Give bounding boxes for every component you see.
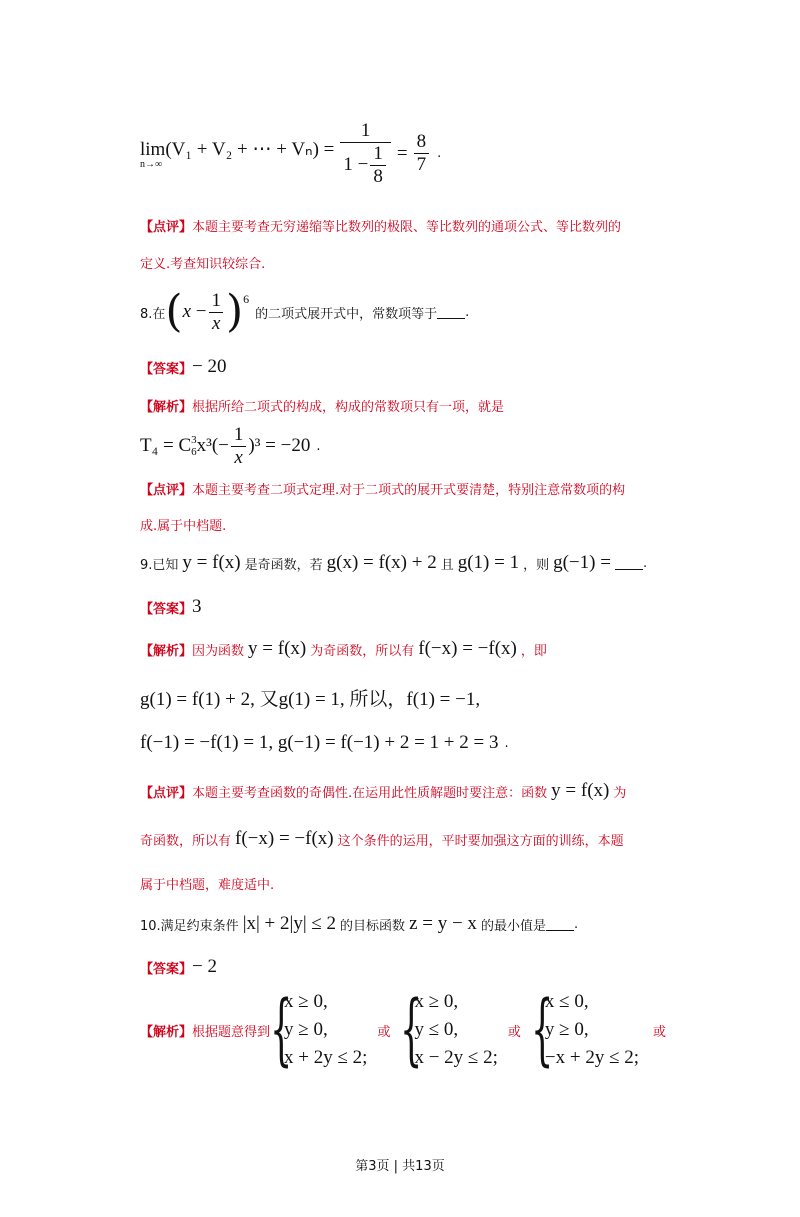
inequality-system-2: { x ≥ 0, y ≤ 0, x − 2y ≤ 2;	[400, 985, 498, 1075]
question-text: ，则	[523, 557, 550, 573]
math-expression: f(−1) = −f(1) = 1, g(−1) = f(−1) + 2 = 1 + 2 = 3	[140, 732, 499, 753]
q7-limit-formula	[140, 120, 441, 188]
q10-question	[140, 913, 578, 935]
comment-text: 奇函数，所以有	[140, 833, 232, 849]
solution-text: 根据题意得到	[192, 1024, 271, 1040]
question-text: 是奇函数，若	[244, 557, 323, 573]
inequality-row: x ≤ 0,	[544, 991, 589, 1012]
question-text: 的目标函数	[340, 918, 406, 934]
answer-value: − 20	[192, 356, 227, 377]
math-expression: f(−x) = −f(x)	[418, 638, 517, 659]
math-expression: z = y − x	[409, 913, 477, 934]
inequality-system-3: { x ≤ 0, y ≥ 0, −x + 2y ≤ 2;	[530, 985, 640, 1075]
answer-tag: 【答案】	[140, 361, 193, 377]
q8-solution-line1	[140, 396, 504, 415]
page-footer: 第3页 | 共13页	[355, 1159, 445, 1174]
solution-tag: 【解析】	[140, 643, 193, 659]
inequality-row: −x + 2y ≤ 2;	[544, 1047, 640, 1068]
right-paren: )	[225, 286, 244, 338]
q8-comment-line2: 成.属于中档题.	[140, 519, 227, 534]
equals-sign: =	[396, 142, 408, 164]
q8-question	[140, 286, 470, 338]
q9-comment-line3: 属于中档题，难度适中.	[140, 878, 275, 893]
question-number: 9.已知	[140, 557, 179, 573]
math-expression: y = f(x)	[551, 780, 610, 801]
q9-solution-line2: g(1) = f(1) + 2, 又g(1) = 1, 所以，f(1) = −1,	[140, 689, 481, 710]
answer-blank	[546, 918, 574, 931]
math-expression: g(x) = f(x) + 2	[326, 552, 437, 573]
formula-period: .	[437, 146, 442, 162]
fraction-denominator: x	[234, 446, 243, 468]
limit-subscript: n→∞	[140, 158, 163, 170]
q8-answer	[140, 356, 226, 378]
math-expression: |x| + 2|y| ≤ 2	[242, 913, 337, 934]
solution-tag: 【解析】	[140, 1024, 193, 1040]
inequality-row: y ≤ 0,	[414, 1019, 459, 1040]
q9-question	[140, 552, 647, 574]
math-expression: g(−1) =	[553, 552, 611, 573]
solution-text: 因为函数	[192, 643, 245, 659]
math-expression: g(1) = 1	[457, 552, 520, 573]
fraction-numerator: 1	[233, 424, 244, 445]
inner-fraction	[370, 143, 386, 188]
formula-middle: x³(−	[196, 435, 229, 457]
inequality-row: x ≥ 0,	[414, 991, 459, 1012]
solution-tag: 【解析】	[140, 400, 193, 415]
answer-value: 3	[192, 596, 202, 617]
or-connector: 或	[377, 1024, 391, 1040]
comment-text: 本题主要考查无穷递缩等比数列的极限、等比数列的通项公式、等比数列的	[192, 220, 622, 235]
formula-left: T₄ = C	[140, 435, 192, 457]
question-text: 的二项式展开式中，常数项等于	[255, 306, 438, 322]
math-expression: f(−x) = −f(x)	[235, 828, 334, 849]
result-denominator: 7	[414, 153, 430, 176]
solution-text: 为奇函数，所以有	[310, 643, 415, 659]
variable-x: x	[182, 301, 192, 323]
question-period: .	[573, 916, 579, 932]
limit-expression: lim(V₁ + V₂ + ⋯ + Vₙ) =	[140, 138, 335, 160]
minus-sign: −	[195, 301, 207, 323]
comment-text: 本题主要考查函数的奇偶性.在运用此性质解题时要注意：函数	[192, 785, 548, 801]
question-period: .	[642, 555, 648, 571]
comment-tag: 【点评】	[140, 483, 193, 498]
q9-comment-line2	[140, 828, 624, 850]
formula-fraction	[231, 424, 247, 469]
inequality-row: x ≥ 0,	[284, 991, 328, 1012]
or-connector: 或	[653, 1024, 667, 1040]
q8-solution-formula	[140, 424, 320, 469]
inequality-row: x + 2y ≤ 2;	[284, 1047, 368, 1068]
q8-fraction	[208, 290, 224, 335]
fraction-numerator: 1	[211, 290, 221, 311]
fraction-denominator: x	[212, 312, 221, 334]
q9-solution-line1	[140, 638, 547, 660]
inner-denominator: 8	[370, 165, 386, 188]
combination-superscript: 3	[191, 434, 197, 447]
q10-solution	[140, 985, 667, 1075]
or-connector: 或	[507, 1024, 521, 1040]
answer-value: − 2	[192, 956, 217, 977]
comment-text: 为	[613, 785, 627, 801]
solution-text: ，即	[520, 643, 547, 659]
inequality-row: y ≥ 0,	[544, 1019, 589, 1040]
q10-answer	[140, 956, 217, 978]
answer-tag: 【答案】	[140, 961, 193, 977]
comment-text: 本题主要考查二项式定理.对于二项式的展开式要清楚，特别注意常数项的构	[192, 483, 626, 498]
result-fraction	[414, 131, 430, 176]
question-period: .	[465, 304, 470, 320]
fraction-numerator: 1	[360, 120, 371, 141]
q9-solution-line3	[140, 732, 509, 754]
combination-subscript: 6	[191, 446, 197, 459]
answer-tag: 【答案】	[140, 601, 193, 617]
question-number: 10.满足约束条件	[140, 918, 239, 934]
left-paren: (	[165, 286, 183, 338]
inner-numerator: 1	[373, 142, 383, 164]
answer-blank	[615, 557, 643, 570]
q7-comment-line1	[140, 216, 621, 235]
inequality-row: x − 2y ≤ 2;	[414, 1047, 498, 1068]
denominator-prefix: 1 −	[343, 154, 369, 176]
q9-comment-line1	[140, 780, 626, 802]
q7-comment-line2: 定义.考查知识较综合.	[140, 257, 266, 272]
result-numerator: 8	[416, 131, 427, 153]
formula-right: )³ = −20	[248, 435, 311, 457]
inequality-system-1: { x ≥ 0, y ≥ 0, x + 2y ≤ 2;	[270, 985, 368, 1075]
comment-text: 这个条件的运用，平时要加强这方面的训练，本题	[337, 833, 624, 849]
answer-blank	[437, 306, 465, 319]
formula-period: .	[316, 438, 321, 454]
inequality-row: y ≥ 0,	[284, 1019, 328, 1040]
comment-tag: 【点评】	[140, 785, 193, 801]
exponent: 6	[243, 292, 250, 306]
formula-period: .	[504, 735, 509, 751]
math-expression: y = f(x)	[248, 638, 307, 659]
question-text: 且	[440, 557, 454, 573]
question-text: 的最小值是	[480, 918, 546, 934]
solution-text: 根据所给二项式的构成，构成的常数项只有一项，就是	[192, 400, 505, 415]
comment-tag: 【点评】	[140, 220, 193, 235]
limit-fraction	[340, 120, 390, 188]
q8-comment-line1	[140, 479, 625, 498]
q9-answer	[140, 596, 202, 618]
fraction-denominator	[340, 142, 390, 188]
question-number: 8.在	[140, 306, 166, 322]
math-expression: y = f(x)	[182, 552, 241, 573]
